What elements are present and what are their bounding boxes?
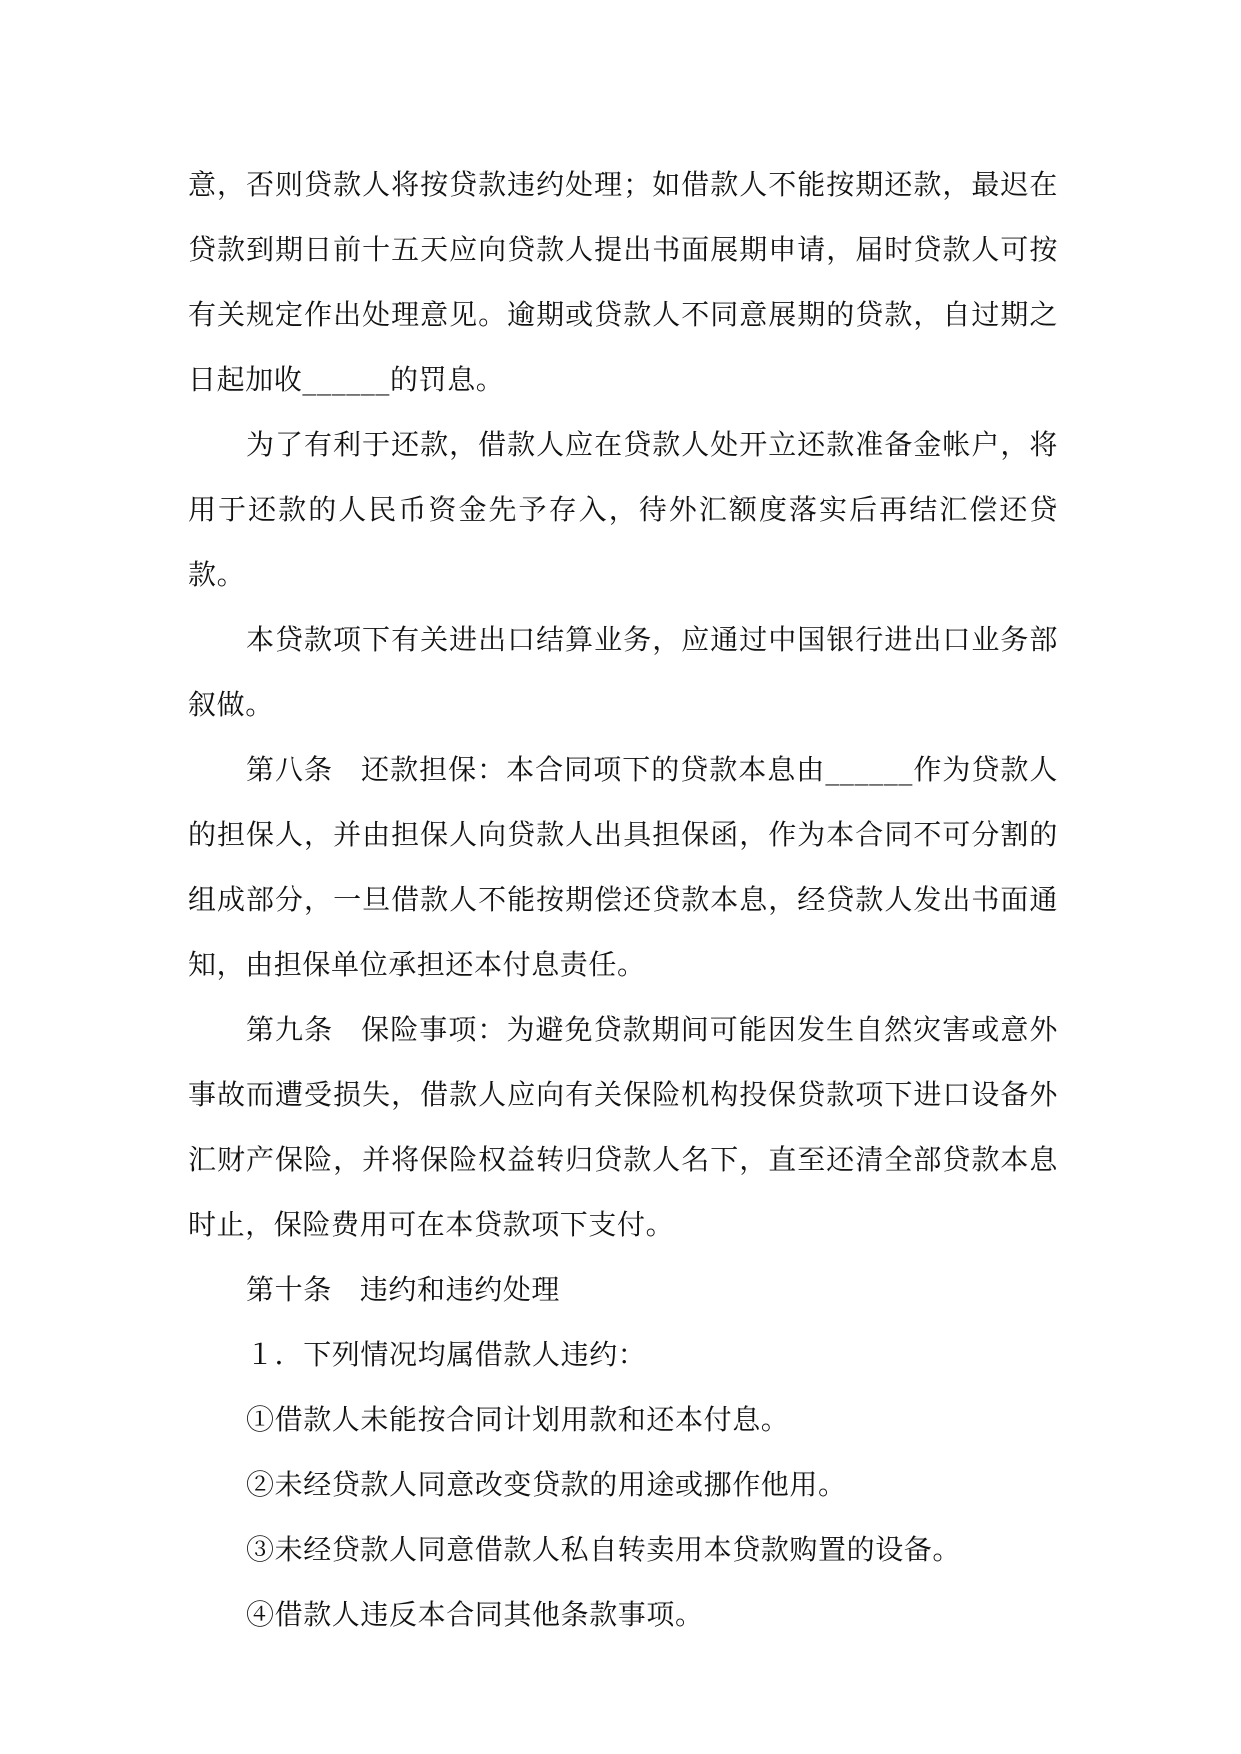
list-item: ③未经贷款人同意借款人私自转卖用本贷款购置的设备。 xyxy=(246,1533,962,1566)
clause-9 xyxy=(188,997,1058,1257)
clause-9-text: 保险事项：为避免贷款期间可能因发生自然灾害或意外事故而遭受损失，借款人应向有关保险机构投保贷款项下进口设备外汇财产保险，并将保险权益转归贷款人名下，直至还清全部贷款本息时止，保险费用可在本贷款项下支付。 xyxy=(188,1013,1058,1241)
list-item: ①借款人未能按合同计划用款和还本付息。 xyxy=(246,1403,790,1436)
clause-10-title: 违约和违约处理 xyxy=(359,1273,561,1306)
paragraph-overdue-penalty: 意，否则贷款人将按贷款违约处理；如借款人不能按期还款，最迟在贷款到期日前十五天应向贷款人提出书面展期申请，届时贷款人可按有关规定作出处理意见。逾期或贷款人不同意展期的贷款，自过期之日起加收______的罚息。 xyxy=(188,168,1058,396)
clause-9-number: 第九条 xyxy=(246,1013,334,1046)
list-intro: １．下列情况均属借款人违约： xyxy=(246,1338,647,1371)
clause-8-number: 第八条 xyxy=(246,753,334,786)
paragraph-settlement-business: 本贷款项下有关进出口结算业务，应通过中国银行进出口业务部叙做。 xyxy=(188,623,1058,721)
paragraph-repayment-reserve: 为了有利于还款，借款人应在贷款人处开立还款准备金帐户，将用于还款的人民币资金先予存入，待外汇额度落实后再结汇偿还贷款。 xyxy=(188,428,1058,591)
clause-8-text: 还款担保：本合同项下的贷款本息由______作为贷款人的担保人，并由担保人向贷款人出具担保函，作为本合同不可分割的组成部分，一旦借款人不能按期偿还贷款本息，经贷款人发出书面通知，由担保单位承担还本付息责任。 xyxy=(188,753,1059,981)
list-item: ④借款人违反本合同其他条款事项。 xyxy=(246,1598,704,1631)
clause-10 xyxy=(188,1257,1058,1322)
list-item: ②未经贷款人同意改变贷款的用途或挪作他用。 xyxy=(246,1468,847,1501)
document-body xyxy=(188,152,1058,1647)
clause-10-number: 第十条 xyxy=(246,1273,332,1306)
clause-8 xyxy=(188,737,1058,997)
